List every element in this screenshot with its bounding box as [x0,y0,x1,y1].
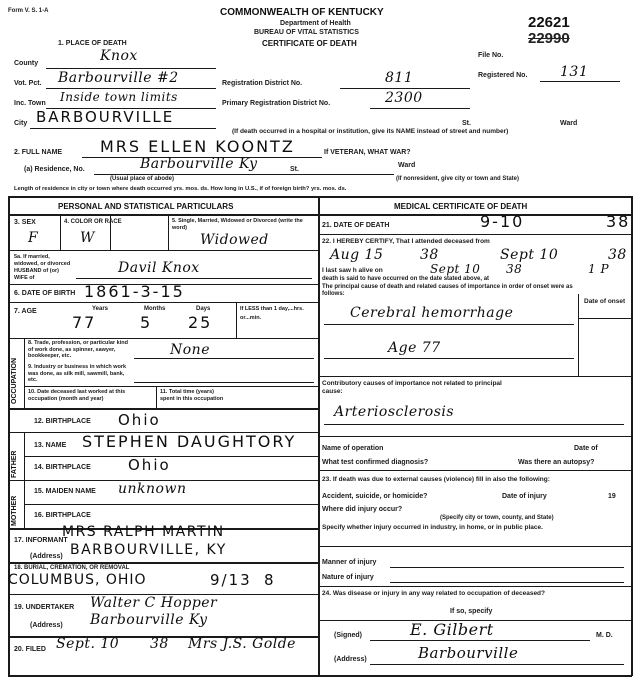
inc-town-value: Inside town limits [60,90,178,104]
undertaker-value: Walter C Hopper [90,595,218,611]
injury-year-label: 19 [608,493,616,500]
city-label: City [14,120,28,127]
attended-to-value: Sept 10 [500,247,559,263]
occ8-label: 8. Trade, profession, or particular kind of work done, as spinner, sawyer, bookkeeper, etc. [28,340,128,359]
birthplace-label: 12. BIRTHPLACE [34,418,91,425]
ward-label: Ward [560,120,578,127]
principal-cause-label: The principal cause of death and related causes of importance in order of onset were as follows: [322,284,573,297]
contributory-label: Contributory causes of importance not related to principal cause: [322,380,502,395]
cause2-value: Age 77 [388,340,441,356]
place-of-death-label: 1. PLACE OF DEATH [58,40,127,47]
where-injury-label: Where did injury occur? [322,506,403,513]
registered-no-label: Registered No. [478,72,528,79]
age-days-label: Days [196,306,211,312]
burial-date-value: 9/13 [210,571,252,589]
date-of-onset-label: Date of onset [584,298,626,305]
external-causes-label: 23. If death was due to external causes (violence) fill in also the following: [322,476,550,483]
nonresident-note: (If nonresident, give city or town and State) [396,176,520,182]
primary-district-value: 2300 [385,90,423,106]
registration-district-label: Registration District No. [222,80,303,87]
certificate-title: CERTIFICATE OF DEATH [262,39,357,48]
hospital-note: (If death occurred in a hospital or institution, give its NAME instead of street and number) [232,128,509,135]
mother-side-label: MOTHER [11,495,18,526]
form-number: Form V. S. 1-A [8,8,49,14]
undertaker-address-value: Barbourville Ky [90,612,208,628]
burial-label: 18. BURIAL, CREMATION, OR REMOVAL [14,565,130,571]
street-label: St. [462,120,471,127]
if-so-label: If so, specify [450,608,493,615]
nature-label: Nature of injury [322,574,374,581]
contributory-value: Arteriosclerosis [334,404,455,420]
last-saw-year: 38 [506,262,523,276]
residence-st-label: St. [290,166,299,173]
occ9-label: 9. Industry or business in which work was done, as silk mill, sawmill, bank, etc. [28,364,127,383]
length-of-residence-note: Length of residence in city or town where death occurred yrs. mos. ds. How long in U.S., if of foreign birth? yrs. mos. ds. [14,186,347,192]
last-saw-value: Sept 10 [430,262,481,276]
age-months-label: Months [144,306,166,312]
county-value: Knox [100,48,138,64]
manner-label: Manner of injury [322,559,377,566]
date-of-death-year: 38 [606,212,631,231]
industry-label: Specify whether injury occurred in industry, in home, or in public place. [322,524,543,531]
file-no-label: File No. [478,52,504,59]
cause1-value: Cerebral hemorrhage [350,305,514,321]
mother-maiden-value: unknown [118,481,187,497]
birthplace-value: Ohio [118,411,161,429]
occ8-value: None [170,342,210,358]
occupation-disease-label: 24. Was disease or injury in any way related to occupation of deceased? [322,590,545,597]
attended-from-year: 38 [420,247,439,263]
date-of-death-label: 21. DATE OF DEATH [322,222,390,229]
physician-address-value: Barbourville [418,644,519,662]
injury-date-label: Date of injury [502,493,547,500]
death-at-label: death is said to have occurred on the date stated above, at [322,276,490,282]
operation-date-label: Date of [574,445,598,452]
accident-label: Accident, suicide, or homicide? [322,493,428,500]
signed-label: (Signed) [334,632,362,639]
father-side-label: FATHER [11,450,18,478]
sex-label: 3. SEX [14,219,36,226]
undertaker-label: 19. UNDERTAKER [14,604,75,611]
age-years-value: 77 [72,313,97,332]
mother-maiden-label: 15. MAIDEN NAME [34,488,96,495]
state-name: COMMONWEALTH OF KENTUCKY [220,7,384,18]
file-number-struck: 22990 [528,30,570,47]
medical-section-title: MEDICAL CERTIFICATE OF DEATH [394,202,528,211]
vot-label: Vot. Pct. [14,80,42,87]
age-months-value: 5 [140,313,153,332]
bureau: BUREAU OF VITAL STATISTICS [254,29,359,36]
county-label: County [14,60,39,67]
full-name-value: MRS ELLEN KOONTZ [100,137,295,156]
father-birthplace-value: Ohio [128,456,171,474]
primary-district-label: Primary Registration District No. [222,100,331,107]
date-of-death-value: 9-10 [480,212,525,231]
residence-value: Barbourville Ky [140,156,258,172]
registered-no-value: 131 [560,64,589,80]
attended-to-year: 38 [608,247,627,263]
certify-label: 22. I HEREBY CERTIFY, That I attended deceased from [322,238,490,245]
physician-signature: E. Gilbert [410,620,494,639]
residence-label: (a) Residence, No. [24,166,85,173]
informant-value: MRS RALPH MARTIN [62,524,225,540]
filed-value: Sept. 10 [56,636,120,652]
mother-birthplace-label: 16. BIRTHPLACE [34,512,91,519]
father-birthplace-label: 14. BIRTHPLACE [34,464,91,471]
city-value: BARBOURVILLE [36,108,175,126]
death-time-value: 1 P [588,262,610,276]
age-label: 7. AGE [14,308,37,315]
diagnosis-label: What test confirmed diagnosis? [322,459,429,466]
less-than-label: If LESS than 1 day,...hrs. or...min. [240,306,304,321]
vot-value: Barbourville #2 [58,70,179,86]
operation-label: Name of operation [322,445,384,452]
marital-label: 5. Single, Married, Widowed or Divorced (write the word) [172,218,303,231]
occ10-label: 10. Date deceased last worked at this occupation (month and year) [28,389,126,402]
age-days-value: 25 [188,313,213,332]
registrar-signature: Mrs J.S. Golde [188,636,296,652]
occupation-side-label: OCCUPATION [11,357,18,404]
inc-town-label: Inc. Town [14,100,46,107]
physician-address-label: (Address) [334,656,367,663]
father-name-label: 13. NAME [34,442,67,449]
where-injury-note: (Specify city or town, county, and State) [440,515,554,521]
dob-value: 1861-3-15 [84,282,185,301]
personal-section-title: PERSONAL AND STATISTICAL PARTICULARS [58,202,234,211]
informant-address-label: (Address) [30,553,63,560]
burial-place-value: COLUMBUS, OHIO [8,572,147,588]
color-value: W [80,230,95,246]
veteran-label: If VETERAN, WHAT WAR? [324,149,411,156]
marital-value: Widowed [200,232,269,248]
father-name-value: STEPHEN DAUGHTORY [82,432,297,451]
usual-abode-note: (Usual place of abode) [110,176,175,182]
autopsy-label: Was there an autopsy? [518,459,595,466]
file-number-stamp: 22621 [528,14,570,31]
spouse-value: Davil Knox [118,260,200,276]
informant-address-value: BARBOURVILLE, KY [70,542,227,558]
last-saw-label: I last saw h alive on [322,267,383,274]
informant-label: 17. INFORMANT [14,537,68,544]
spouse-label: 5a. If married, widowed, or divorced HUSBAND of (or) WIFE of [14,254,71,281]
undertaker-address-label: (Address) [30,622,63,629]
full-name-label: 2. FULL NAME [14,149,63,156]
attended-from-value: Aug 15 [330,247,384,263]
occ11-label: 11. Total time (years) spent in this occupation [160,389,224,402]
department: Department of Health [280,20,351,27]
registration-district-value: 811 [385,70,414,86]
age-years-label: Years [92,306,109,312]
md-label: M. D. [596,632,613,639]
dob-label: 6. DATE OF BIRTH [14,290,76,297]
color-label: 4. COLOR OR RACE [64,219,122,225]
filed-year-value: 38 [150,636,169,652]
burial-year-value: 8 [264,571,276,589]
sex-value: F [28,230,39,246]
residence-ward-label: Ward [398,162,416,169]
filed-label: 20. FILED [14,646,46,653]
